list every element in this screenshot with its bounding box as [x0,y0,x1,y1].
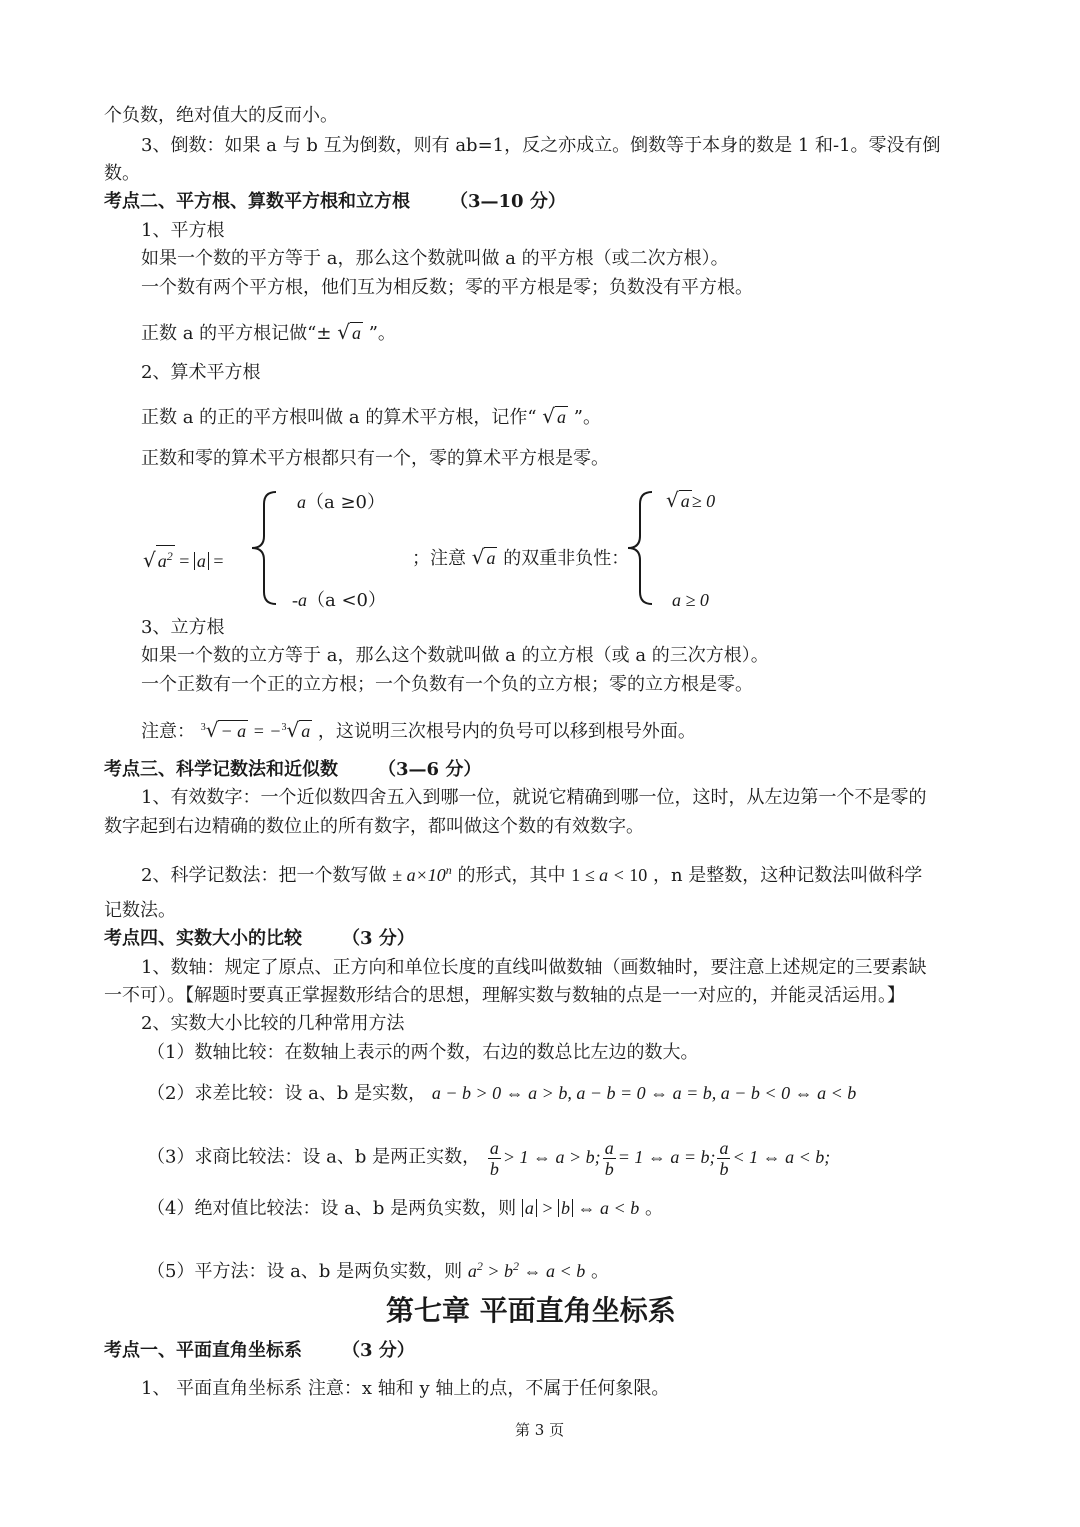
text-line: 记数法。 [104,900,176,921]
text-line: 一不可）。【解题时要真正掌握数形结合的思想，理解实数与数轴的点是一一对应的，并能灵活运用。】 [104,985,905,1006]
text-line: 数。 [104,163,140,184]
section-heading: 考点二、平方根、算数平方根和立方根 （3—10 分） [104,191,566,212]
nonneg-root: √ a ≥ 0 [666,488,716,512]
method-2: （2）求差比较：设 a、b 是实数， a − b > 0 ⇔ a > b, a − b = 0 ⇔ a = b, a − b < 0 ⇔ a < b [147,1083,857,1104]
page-number: 第 3 页 [515,1421,565,1439]
text-line: 一个数有两个平方根，他们互为相反数；零的平方根是零；负数没有平方根。 [141,277,753,298]
double-nonnegative-note: ；注意 √ a 的双重非负性： [412,545,630,569]
section-heading: 考点三、科学记数法和近似数 （3—6 分） [104,759,482,780]
text-line: 1、数轴：规定了原点、正方向和单位长度的直线叫做数轴（画数轴时，要注意上述规定的三要素缺 [141,957,927,978]
text-line: 正数 a 的平方根记做“± √ a ”。 [141,320,396,344]
subheading: 3、立方根 [141,617,225,638]
text-line: 如果一个数的平方等于 a，那么这个数就叫做 a 的平方根（或二次方根）。 [141,248,729,269]
text-line: 3、倒数：如果 a 与 b 互为倒数，则有 ab=1，反之亦成立。倒数等于本身的数是 1 和-1。零没有倒 [141,135,941,156]
method-5: （5）平方法：设 a、b 是两负实数，则 $a^2 > b^2$ ⇔ a < b 。 [147,1259,609,1282]
text-line: 1、 平面直角坐标系 注意：x 轴和 y 轴上的点，不属于任何象限。 [141,1378,670,1399]
text-line: 注意： $^3$√ − a = −$^3$√ a ，这说明三次根号内的负号可以移到根号外面。 [141,718,696,742]
text-line: 一个正数有一个正的立方根；一个负数有一个负的立方根；零的立方根是零。 [141,674,753,695]
left-brace-icon [622,488,656,608]
case-negative: -a（a <0） [292,590,386,611]
method-3: （3）求商比较法：设 a、b 是两正实数， $\frac{a}{b}$ > 1 ⇔ a > b; $\frac{a}{b}$ = 1 ⇔ a = b; $\frac{a}{b}$ < 1 ⇔ a < b; [147,1138,831,1179]
text-line: 正数 a 的正的平方根叫做 a 的算术平方根，记作“ √ a ”。 [141,404,601,428]
text-line: 正数和零的算术平方根都只有一个，零的算术平方根是零。 [141,448,609,469]
left-brace-icon [246,488,280,608]
text-line: 2、科学记数法：把一个数写做 ± $a\times 10^n$ 的形式，其中 1 ≤ a < 10 ，n 是整数，这种记数法叫做科学 [141,863,923,886]
formula-lhs: √ $a^2 = a$ = [143,545,224,573]
case-positive: a（a ≥0） [297,492,385,513]
section-heading: 考点四、实数大小的比较 （3 分） [104,928,415,949]
subheading: 2、算术平方根 [141,362,261,383]
text-line: 2、实数大小比较的几种常用方法 [141,1013,405,1034]
subheading: 1、平方根 [141,220,225,241]
method-4: （4）绝对值比较法：设 a、b 是两负实数，则 a > b ⇔ a < b 。 [147,1198,663,1219]
method-1: （1）数轴比较：在数轴上表示的两个数，右边的数总比左边的数大。 [147,1042,699,1063]
text-line: 数字起到右边精确的数位止的所有数字，都叫做这个数的有效数字。 [104,816,644,837]
nonneg-radicand: a ≥ 0 [672,590,709,610]
text-line: 个负数，绝对值大的反而小。 [104,105,338,126]
text-line: 如果一个数的立方等于 a，那么这个数就叫做 a 的立方根（或 a 的三次方根）。 [141,645,769,666]
section-heading: 考点一、平面直角坐标系 （3 分） [104,1340,415,1361]
text-line: 1、有效数字：一个近似数四舍五入到哪一位，就说它精确到哪一位，这时，从左边第一个不是零的 [141,787,927,808]
chapter-title: 第七章 平面直角坐标系 [386,1294,676,1327]
